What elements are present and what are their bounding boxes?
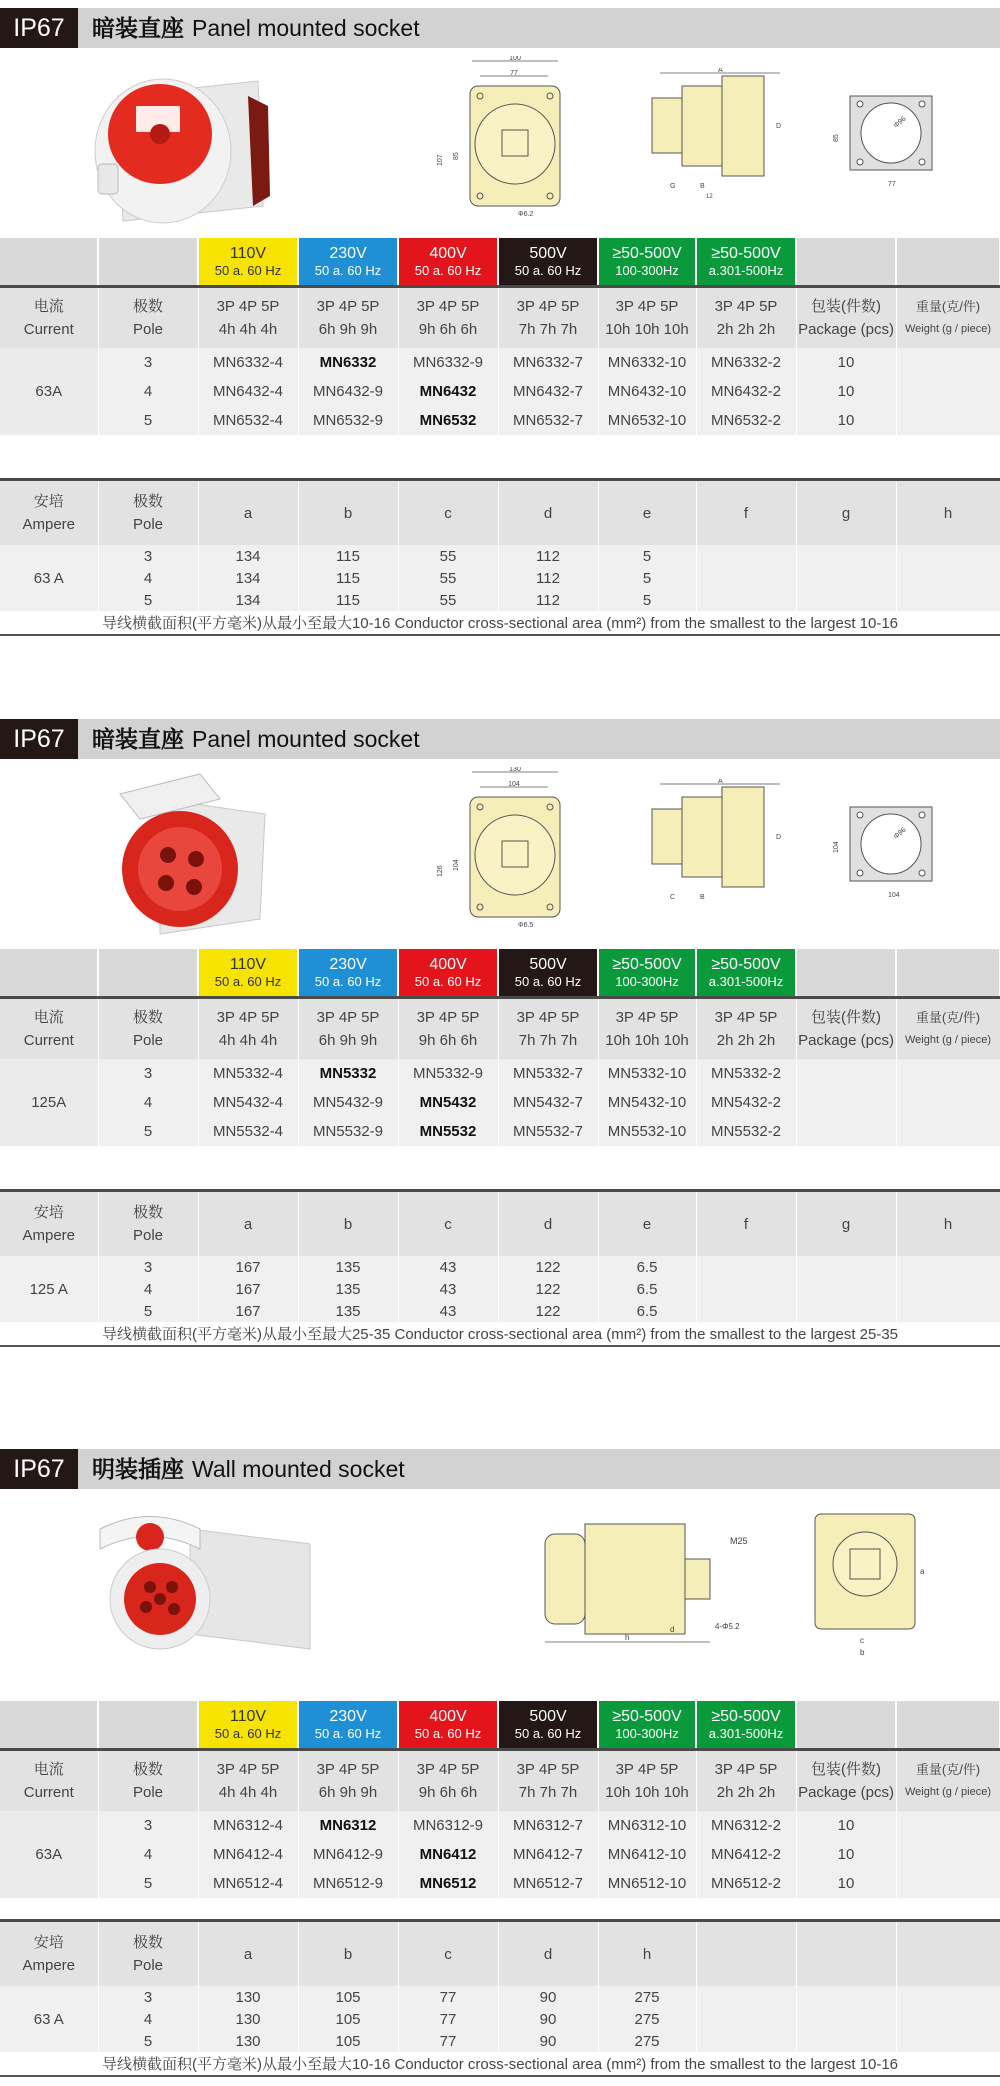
section-title: 明装插座 Wall mounted socket: [92, 1456, 405, 1482]
product-photo: [78, 56, 278, 231]
voltage-400v: 400V 50 a. 60 Hz: [398, 238, 498, 285]
dimension-table: [0, 478, 1000, 636]
svg-text:12: 12: [706, 194, 713, 200]
svg-text:D: D: [776, 123, 782, 130]
dimension-row: 5 167 135 43 122 6.5: [0, 1300, 1000, 1322]
svg-text:104: 104: [508, 781, 520, 788]
dimension-row: 4 134 115 55 112 5: [0, 567, 1000, 589]
svg-text:77: 77: [888, 181, 896, 188]
dimension-row: 5 134 115 55 112 5: [0, 589, 1000, 611]
side-dimension-drawing: [540, 1514, 790, 1654]
product-photo: [100, 769, 280, 944]
table-row: 4 MN6412-4 MN6412-9 MN6412 MN6412-7 MN6412-10 MN6412-2 10: [0, 1840, 1000, 1869]
svg-text:100: 100: [509, 56, 521, 62]
voltage-hf1: ≥50-500V 100-300Hz: [598, 238, 696, 285]
svg-text:104: 104: [888, 892, 900, 899]
dimension-row: 5 130 105 77 90 275: [0, 2030, 1000, 2052]
svg-text:77: 77: [510, 70, 518, 77]
table-row: 5 MN6512-4 MN6512-9 MN6512 MN6512-7 MN6512-10 MN6512-2 10: [0, 1869, 1000, 1898]
dimension-row: 63 A 3 130 105 77 90 275: [0, 1986, 1000, 2008]
svg-text:a: a: [920, 1567, 925, 1576]
dimension-table: [0, 1189, 1000, 1347]
model-table: [0, 238, 1000, 435]
svg-text:d: d: [670, 1625, 675, 1634]
voltage-hf1: ≥50-500V 100-300Hz: [598, 949, 696, 996]
voltage-500v: 500V 50 a. 60 Hz: [498, 1701, 598, 1748]
voltage-110v: 110V 50 a. 60 Hz: [198, 1701, 298, 1748]
svg-text:126: 126: [437, 865, 444, 877]
panel-cutout-drawing: [830, 88, 950, 198]
product-photo: [90, 1509, 320, 1659]
voltage-110v: 110V 50 a. 60 Hz: [198, 238, 298, 285]
svg-text:Φ6.2: Φ6.2: [518, 211, 534, 218]
panel-cutout-drawing: [830, 799, 950, 909]
svg-text:h: h: [625, 1633, 630, 1642]
svg-text:D: D: [776, 834, 782, 841]
voltage-hf2: ≥50-500V a.301-500Hz: [696, 1701, 796, 1748]
svg-text:G: G: [670, 183, 676, 190]
dimension-header-row: 安培 Ampere 极数 Pole a b c d h: [0, 1922, 1000, 1986]
dimension-header-row: 安培 Ampere 极数 Pole a b c d e f g h: [0, 1192, 1000, 1256]
voltage-hf2: ≥50-500V a.301-500Hz: [696, 238, 796, 285]
svg-text:85: 85: [453, 152, 460, 160]
side-dimension-drawing: [640, 68, 810, 223]
voltage-400v: 400V 50 a. 60 Hz: [398, 949, 498, 996]
voltage-500v: 500V 50 a. 60 Hz: [498, 949, 598, 996]
voltage-230v: 230V 50 a. 60 Hz: [298, 949, 398, 996]
svg-text:c: c: [860, 1636, 864, 1645]
front-dimension-drawing: [810, 1509, 930, 1659]
table-header-row: 电流 Current 极数 Pole 3P 4P 5P 4h 4h 4h 3P 4P 5P 6h 9h 9h 3P 4P 5P 9h 6h 6h 3P 4P 5P 7h 7h 7h 3P 4P 5P 10h 10h 10h 3P 4P 5P 2h 2h 2h 包装(件数) Package (pcs) 重量(克/件) Weight (g / piece): [0, 288, 1000, 348]
side-dimension-drawing: [640, 779, 810, 934]
dimension-row: 4 167 135 43 122 6.5: [0, 1278, 1000, 1300]
section-title: 暗装直座 Panel mounted socket: [92, 726, 420, 752]
svg-text:B: B: [700, 894, 705, 901]
dimension-header-row: 安培 Ampere 极数 Pole a b c d e f g h: [0, 481, 1000, 545]
svg-text:Φ96: Φ96: [892, 115, 908, 130]
svg-text:b: b: [860, 1648, 865, 1657]
svg-text:Φ96: Φ96: [892, 826, 908, 841]
voltage-230v: 230V 50 a. 60 Hz: [298, 238, 398, 285]
table-row: 5 MN6532-4 MN6532-9 MN6532 MN6532-7 MN6532-10 MN6532-2 10: [0, 406, 1000, 435]
table-row: 4 MN6432-4 MN6432-9 MN6432 MN6432-7 MN6432-10 MN6432-2 10: [0, 377, 1000, 406]
voltage-500v: 500V 50 a. 60 Hz: [498, 238, 598, 285]
svg-text:107: 107: [437, 154, 444, 166]
svg-text:A: A: [718, 779, 723, 785]
svg-text:104: 104: [453, 859, 460, 871]
table-row: 4 MN5432-4 MN5432-9 MN5432 MN5432-7 MN5432-10 MN5432-2: [0, 1088, 1000, 1117]
voltage-row: [0, 238, 1000, 285]
front-dimension-drawing: [430, 767, 580, 937]
ip-rating-badge: IP67: [0, 8, 78, 48]
table-row: 5 MN5532-4 MN5532-9 MN5532 MN5532-7 MN5532-10 MN5532-2: [0, 1117, 1000, 1146]
table-header-row: 电流 Current 极数 Pole 3P 4P 5P 4h 4h 4h 3P 4P 5P 6h 9h 9h 3P 4P 5P 9h 6h 6h 3P 4P 5P 7h 7h 7h 3P 4P 5P 10h 10h 10h 3P 4P 5P 2h 2h 2h 包装(件数) Package (pcs) 重量(克/件) Weight (g / piece): [0, 1751, 1000, 1811]
voltage-400v: 400V 50 a. 60 Hz: [398, 1701, 498, 1748]
voltage-hf2: ≥50-500V a.301-500Hz: [696, 949, 796, 996]
dimension-table: [0, 1919, 1000, 2077]
dimension-row: 125 A 3 167 135 43 122 6.5: [0, 1256, 1000, 1278]
voltage-230v: 230V 50 a. 60 Hz: [298, 1701, 398, 1748]
voltage-row: [0, 1701, 1000, 1748]
table-row: 125A 3 MN5332-4 MN5332 MN5332-9 MN5332-7 MN5332-10 MN5332-2: [0, 1059, 1000, 1088]
voltage-row: [0, 949, 1000, 996]
voltage-110v: 110V 50 a. 60 Hz: [198, 949, 298, 996]
section-title: 暗装直座 Panel mounted socket: [92, 15, 420, 41]
svg-text:B: B: [700, 183, 705, 190]
svg-text:M25: M25: [730, 1536, 748, 1546]
table-row: 63A 3 MN6332-4 MN6332 MN6332-9 MN6332-7 MN6332-10 MN6332-2 10: [0, 348, 1000, 377]
dimension-row: 4 130 105 77 90 275: [0, 2008, 1000, 2030]
voltage-hf1: ≥50-500V 100-300Hz: [598, 1701, 696, 1748]
svg-text:85: 85: [833, 134, 840, 142]
svg-text:C: C: [670, 894, 676, 901]
conductor-note: 导线横截面积(平方毫米)从最小至最大10-16 Conductor cross-sectional area (mm²) from the smallest to the largest 10-16: [0, 611, 1000, 635]
svg-text:104: 104: [833, 841, 840, 853]
dimension-row: 63 A 3 134 115 55 112 5: [0, 545, 1000, 567]
front-dimension-drawing: [430, 56, 580, 226]
svg-text:Φ6.5: Φ6.5: [518, 922, 534, 929]
svg-text:4-Φ5.2: 4-Φ5.2: [715, 1622, 740, 1631]
table-header-row: 电流 Current 极数 Pole 3P 4P 5P 4h 4h 4h 3P 4P 5P 6h 9h 9h 3P 4P 5P 9h 6h 6h 3P 4P 5P 7h 7h 7h 3P 4P 5P 10h 10h 10h 3P 4P 5P 2h 2h 2h 包装(件数) Package (pcs) 重量(克/件) Weight (g / piece): [0, 999, 1000, 1059]
conductor-note: 导线横截面积(平方毫米)从最小至最大25-35 Conductor cross-sectional area (mm²) from the smallest to the largest 25-35: [0, 1322, 1000, 1346]
model-table: [0, 1701, 1000, 1898]
svg-text:130: 130: [509, 767, 521, 773]
conductor-note: 导线横截面积(平方毫米)从最小至最大10-16 Conductor cross-sectional area (mm²) from the smallest to the largest 10-16: [0, 2052, 1000, 2076]
table-row: 63A 3 MN6312-4 MN6312 MN6312-9 MN6312-7 MN6312-10 MN6312-2 10: [0, 1811, 1000, 1840]
ip-rating-badge: IP67: [0, 1449, 78, 1489]
svg-text:A: A: [718, 68, 723, 74]
ip-rating-badge: IP67: [0, 719, 78, 759]
model-table: [0, 949, 1000, 1146]
